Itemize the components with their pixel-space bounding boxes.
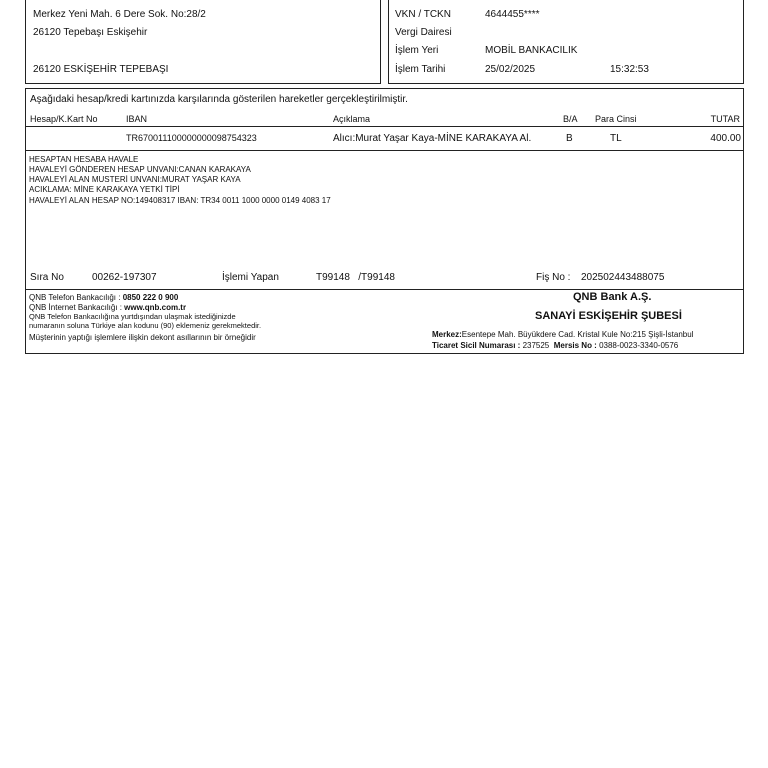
fis-label: Fiş No : — [536, 272, 571, 283]
hq-address-line — [432, 330, 693, 340]
web-value: www.qnb.com.tr — [124, 303, 187, 312]
place-value: MOBİL BANKACILIK — [485, 45, 578, 56]
sira-label: Sıra No — [30, 272, 64, 283]
hq-address: Esentepe Mah. Büyükdere Cad. Kristal Kule No:215 Şişli-İstanbul — [461, 330, 694, 339]
yapan-label: İşlemi Yapan — [222, 272, 279, 283]
row-iban: TR670011100000000098754323 — [126, 133, 257, 143]
note-line3: Müşterinin yaptığı işlemlere ilişkin dekont asıllarının bir örneğidir — [29, 333, 256, 342]
sender-address-line3: 26120 ESKİŞEHİR TEPEBAŞI — [33, 64, 169, 75]
registry-line — [432, 341, 678, 351]
date-label: İşlem Tarihi — [395, 64, 446, 75]
row-ba: B — [566, 133, 573, 144]
web-label: QNB İnternet Bankacılığı : — [29, 303, 125, 312]
time-value: 15:32:53 — [610, 64, 649, 75]
header-ba: B/A — [563, 114, 578, 124]
tax-office-label: Vergi Dairesi — [395, 27, 452, 38]
fis-value: 202502443488075 — [581, 272, 665, 283]
detail-line-4: ACIKLAMA: MİNE KARAKAYA YETKİ TİPİ — [29, 185, 180, 194]
sira-value: 00262-197307 — [92, 272, 157, 283]
date-value: 25/02/2025 — [485, 64, 536, 75]
sender-address-line1: Merkez Yeni Mah. 6 Dere Sok. No:28/2 — [33, 9, 206, 20]
header-currency: Para Cinsi — [595, 114, 637, 124]
hq-label: Merkez: — [432, 330, 462, 339]
row-description: Alıcı:Murat Yaşar Kaya-MİNE KARAKAYA Al. — [333, 133, 532, 144]
footer-divider — [26, 289, 743, 290]
header-amount: TUTAR — [710, 114, 740, 124]
phone-banking-line — [29, 293, 178, 303]
mersis-label: Mersis No : — [553, 341, 600, 350]
detail-line-5: HAVALEYİ ALAN HESAP NO:149408317 IBAN: TR34 0011 1000 0000 0149 4083 17 — [29, 196, 331, 205]
row-divider — [26, 150, 743, 151]
place-label: İşlem Yeri — [395, 45, 439, 56]
vkn-label: VKN / TCKN — [395, 9, 451, 20]
sender-address-line2: 26120 Tepebaşı Eskişehir — [33, 27, 148, 38]
phone-label: QNB Telefon Bankacılığı : — [29, 293, 123, 302]
header-description: Açıklama — [333, 114, 371, 124]
mersis-value: 0388-0023-3340-0576 — [599, 341, 679, 350]
transaction-intro: Aşağıdaki hesap/kredi kartınızda karşılarında gösterilen hareketler gerçekleştirilmiştir. — [30, 94, 408, 105]
detail-line-2: HAVALEYİ GÖNDEREN HESAP UNVANI:CANAN KARAKAYA — [29, 165, 251, 174]
header-iban: IBAN — [126, 114, 148, 124]
row-currency: TL — [610, 133, 622, 144]
header-account: Hesap/K.Kart No — [30, 114, 98, 124]
phone-value: 0850 222 0 900 — [122, 293, 179, 302]
row-amount: 400.00 — [710, 133, 741, 144]
detail-line-3: HAVALEYİ ALAN MUSTERİ UNVANI:MURAT YAŞAR KAYA — [29, 175, 241, 184]
branch-name: SANAYİ ESKİŞEHİR ŞUBESİ — [535, 310, 682, 322]
registry-value: 237525 — [522, 341, 550, 350]
note-line2: numaranın soluna Türkiye alan kodunu (90) eklemeniz gerekmektedir. — [29, 321, 262, 330]
yapan-value: T99148 /T99148 — [316, 272, 395, 283]
registry-label: Ticaret Sicil Numarası : — [432, 341, 523, 350]
bank-name: QNB Bank A.Ş. — [573, 291, 652, 303]
header-divider — [26, 126, 743, 127]
vkn-value: 4644455**** — [485, 9, 540, 20]
detail-line-1: HESAPTAN HESABA HAVALE — [29, 155, 139, 164]
note-line1: QNB Telefon Bankacılığına yurtdışından ulaşmak istediğinizde — [29, 312, 236, 321]
